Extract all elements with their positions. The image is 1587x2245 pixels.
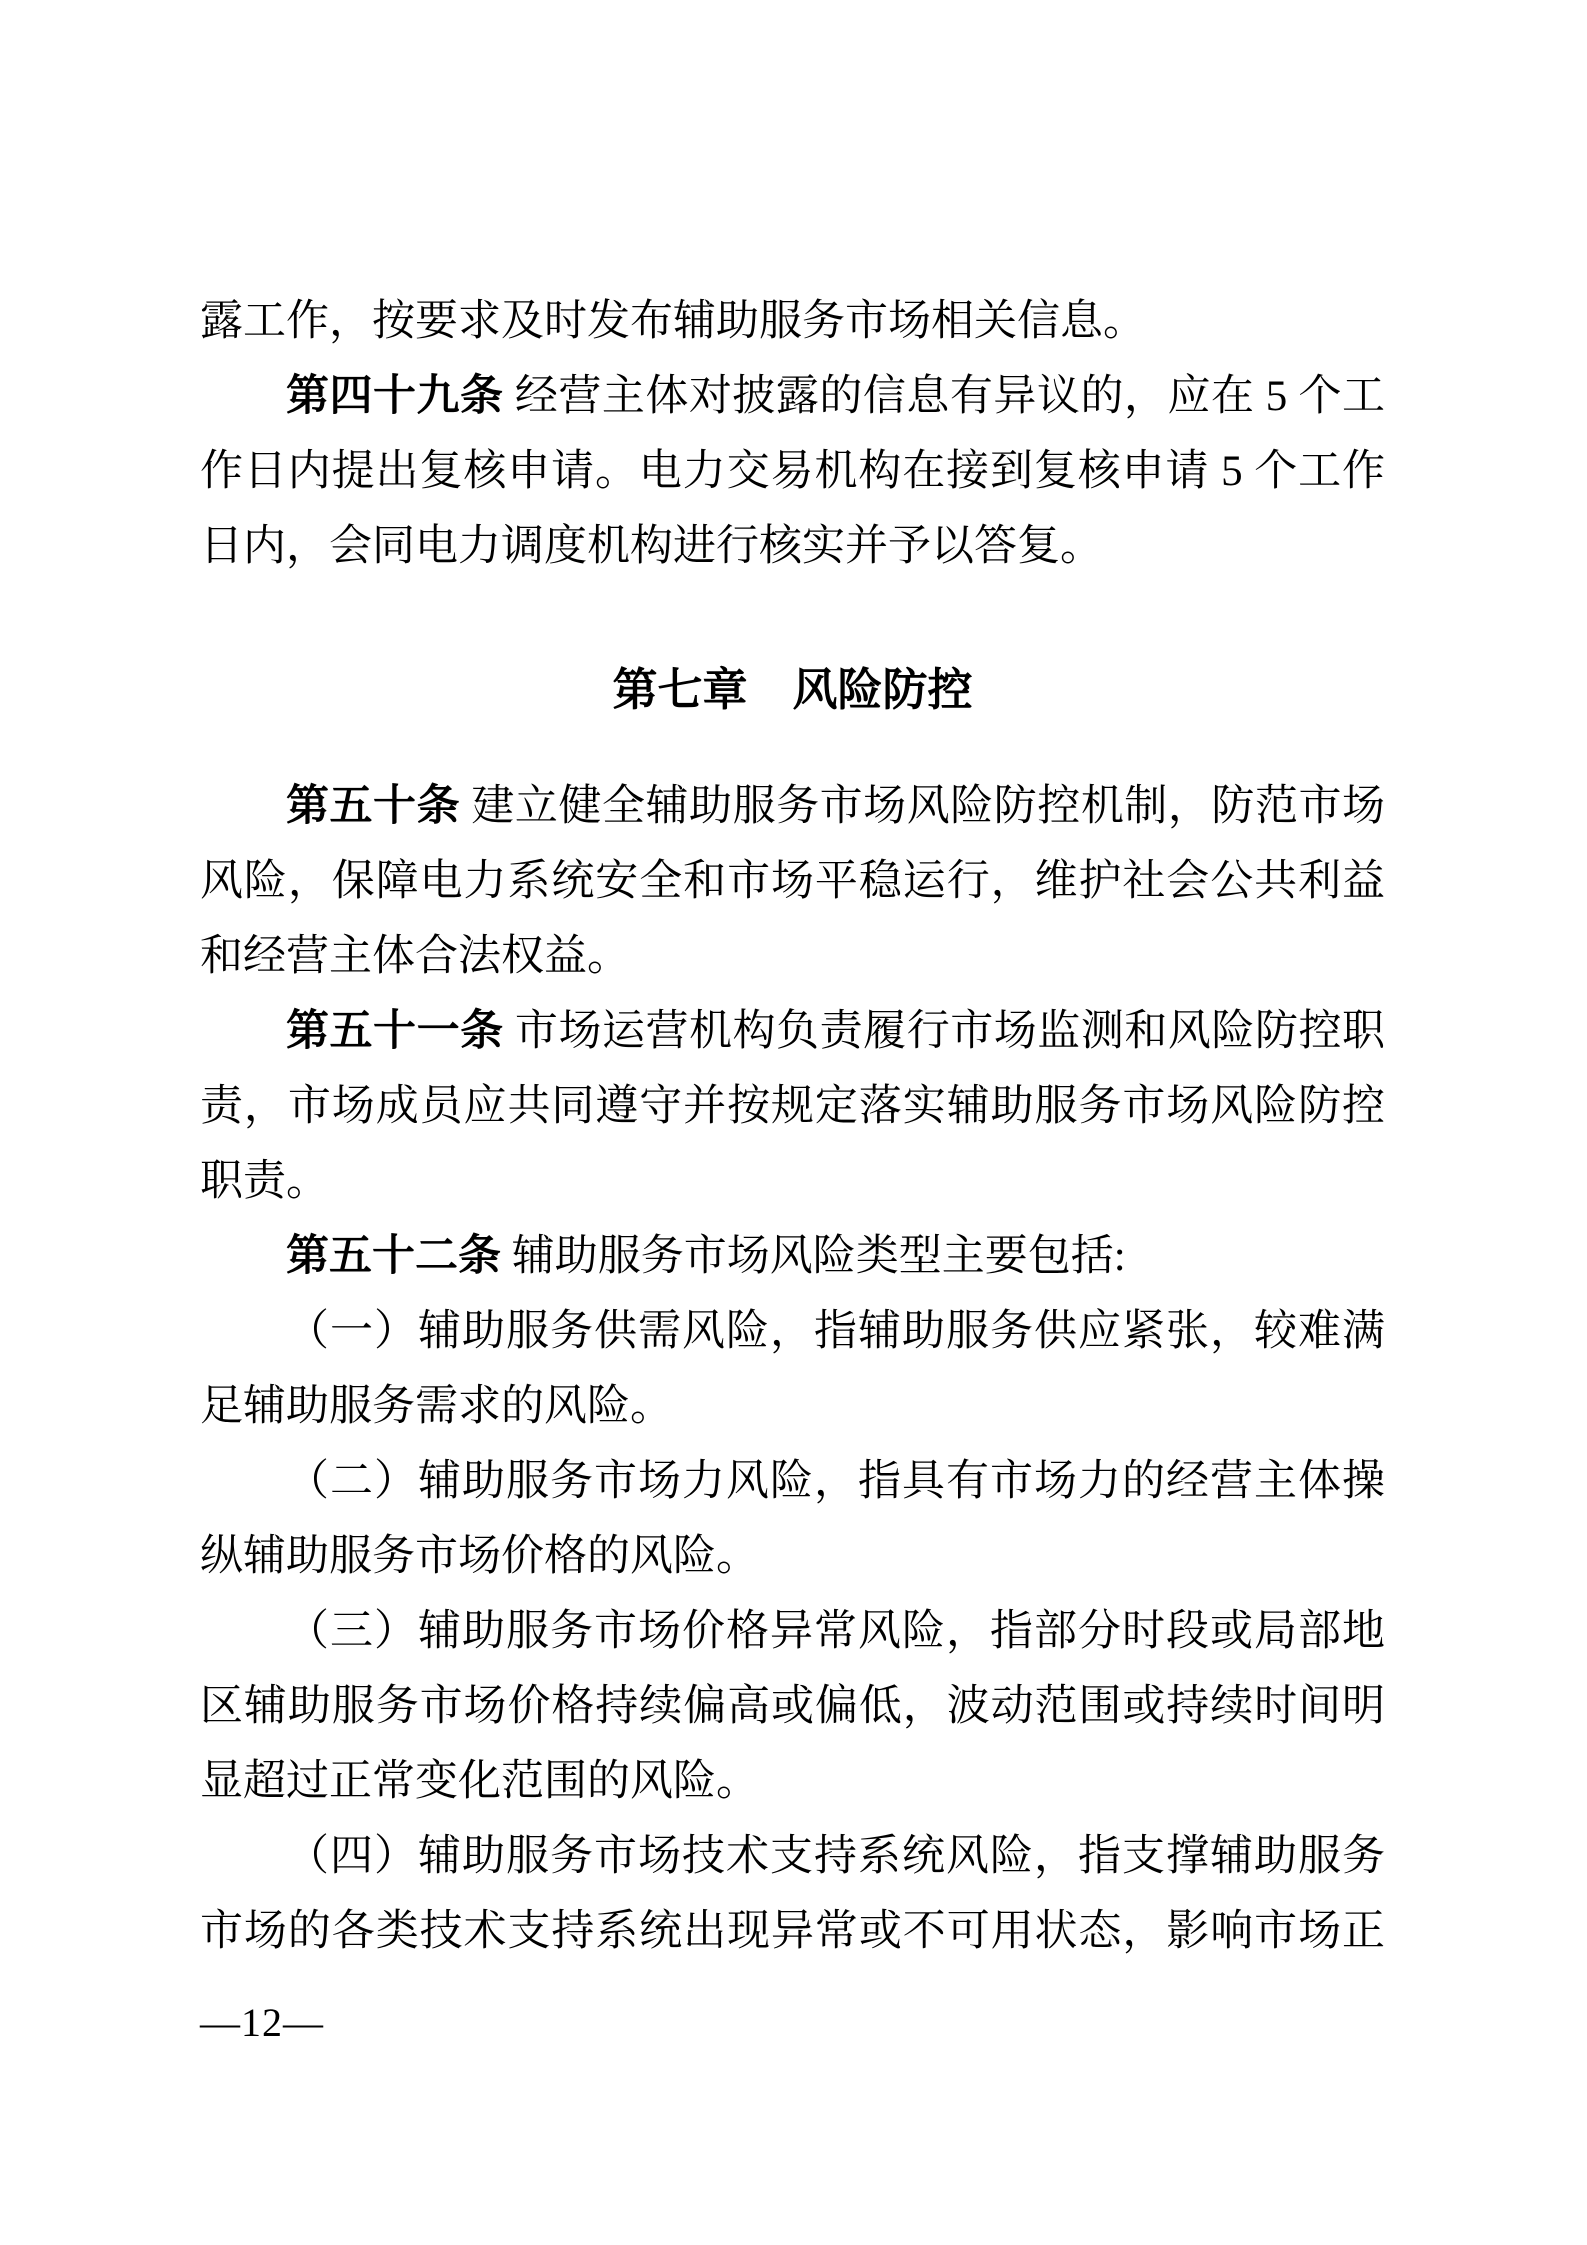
body-line-text: 露工作，按要求及时发布辅助服务市场相关信息。 — [200, 298, 1146, 345]
body-line-text: 市场的各类技术支持系统出现异常或不可用状态，影响市场正 — [200, 1908, 1385, 1955]
body-line-text: 建立健全辅助服务市场风险防控机制，防范市场 — [460, 783, 1386, 830]
body-line — [200, 1819, 1385, 1894]
body-line-text: 日内，会同电力调度机构进行核实并予以答复。 — [200, 523, 1103, 570]
chapter-heading: 第七章 风险防控 — [612, 664, 973, 715]
body-line-text: 纵辅助服务市场价格的风险。 — [200, 1533, 759, 1580]
body-line — [200, 1444, 1385, 1519]
body-line-text: 风险，保障电力系统安全和市场平稳运行，维护社会公共利益 — [200, 858, 1385, 905]
body-line — [200, 1294, 1385, 1369]
body-line — [200, 1069, 1385, 1144]
body-line-text: 足辅助服务需求的风险。 — [200, 1383, 673, 1430]
body-line-text: 区辅助服务市场价格持续偏高或偏低，波动范围或持续时间明 — [200, 1683, 1385, 1730]
body-line-text: （四）辅助服务市场技术支持系统风险，指支撑辅助服务 — [286, 1833, 1385, 1880]
body-line — [200, 1144, 1385, 1219]
article-number: 第四十九条 — [286, 372, 504, 420]
body-line — [200, 769, 1385, 844]
body-line-text: 和经营主体合法权益。 — [200, 933, 630, 980]
body-line-text: （一）辅助服务供需风险，指辅助服务供应紧张，较难满 — [286, 1308, 1385, 1355]
body-line-text: 经营主体对披露的信息有异议的，应在 5 个工 — [503, 373, 1386, 420]
body-line — [200, 1894, 1385, 1969]
body-line — [200, 1519, 1385, 1594]
body-line — [200, 509, 1385, 584]
body-line — [200, 1219, 1385, 1294]
body-line — [200, 284, 1385, 359]
body-line — [200, 1744, 1385, 1819]
article-number: 第五十一条 — [286, 1007, 504, 1055]
body-line — [200, 1669, 1385, 1744]
article-number: 第五十条 — [286, 782, 461, 830]
body-line-text: 作日内提出复核申请。电力交易机构在接到复核申请 5 个工作 — [200, 448, 1385, 495]
document-body — [200, 284, 1385, 1969]
body-line — [200, 994, 1385, 1069]
body-line — [200, 434, 1385, 509]
body-line — [200, 919, 1385, 994]
body-line-text: （二）辅助服务市场力风险，指具有市场力的经营主体操 — [286, 1458, 1385, 1505]
body-line-text: 职责。 — [200, 1158, 329, 1205]
body-line-text: 责，市场成员应共同遵守并按规定落实辅助服务市场风险防控 — [200, 1083, 1385, 1130]
article-number: 第五十二条 — [286, 1232, 501, 1280]
body-line — [200, 844, 1385, 919]
page-number: —12— — [200, 2000, 324, 2045]
body-line-text: 显超过正常变化范围的风险。 — [200, 1758, 759, 1805]
body-line-text: 辅助服务市场风险类型主要包括: — [501, 1233, 1126, 1280]
body-line — [200, 1369, 1385, 1444]
body-line — [200, 359, 1385, 434]
body-line — [200, 1594, 1385, 1669]
body-line-text: 市场运营机构负责履行市场监测和风险防控职 — [503, 1008, 1386, 1055]
body-line-text: （三）辅助服务市场价格异常风险，指部分时段或局部地 — [286, 1608, 1385, 1655]
